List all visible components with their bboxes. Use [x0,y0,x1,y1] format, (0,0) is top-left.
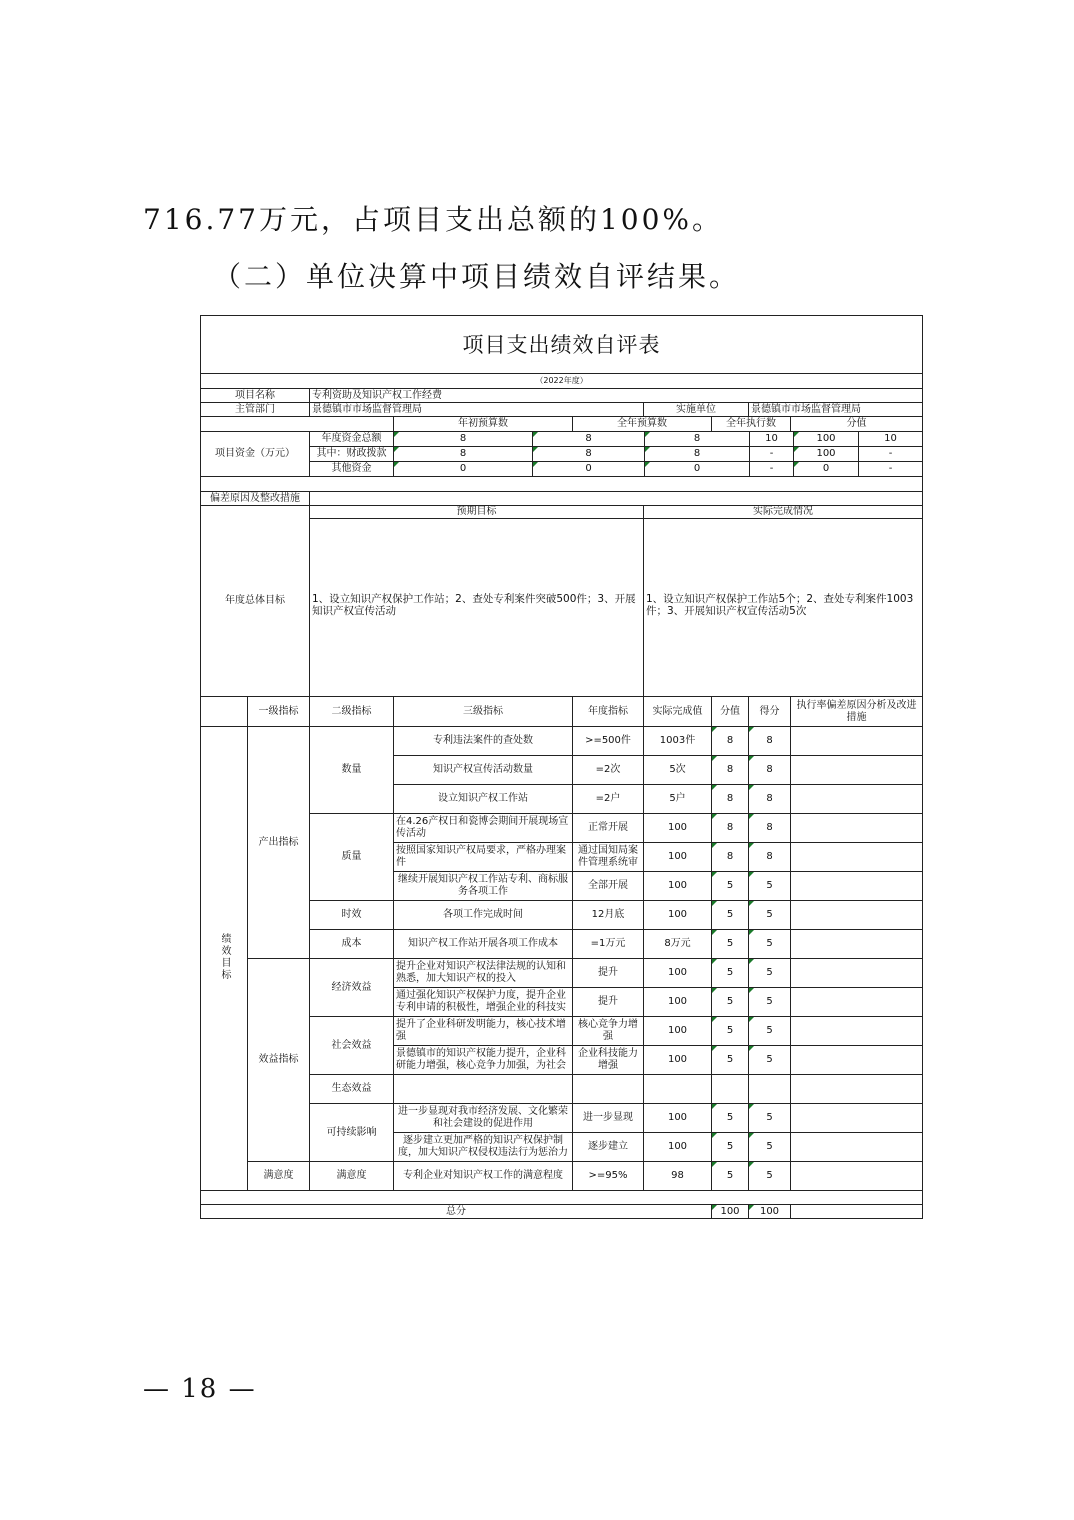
analysis-cell [791,1046,923,1075]
score-cell: 8 [749,843,791,872]
actual-cell: 5户 [644,785,712,814]
level3-cell: 专利企业对知识产权工作的满意程度 [394,1162,573,1191]
level3-cell: 通过强化知识产权保护力度，提升企业专利申请的积极性，增强企业的科技实 [394,988,573,1017]
page-number: — 18 — [143,1374,257,1404]
analysis-cell [791,727,923,756]
actual-cell: 100 [644,1133,712,1162]
target-cell: >=95% [573,1162,644,1191]
analysis-cell [791,814,923,843]
target-cell: 通过国知局案件管理系统审 [573,843,644,872]
analysis-cell [791,756,923,785]
indicator-header: 年度指标 [573,697,644,727]
score-cell: 8 [749,727,791,756]
actual-cell: 5次 [644,756,712,785]
impl-label: 实施单位 [644,403,749,417]
score-cell: 5 [749,930,791,959]
analysis-cell [791,872,923,901]
level3-cell: 提升了企业科研发明能力，核心技术增强 [394,1017,573,1046]
value-cell: 5 [712,930,749,959]
value-cell: 5 [712,1046,749,1075]
fund-cell: 100 [794,447,859,462]
indicator-header: 实际完成值 [644,697,712,727]
level3-cell: 逐步建立更加严格的知识产权保护制度，加大知识产权侵权违法行为惩治力 [394,1133,573,1162]
analysis-cell [791,1133,923,1162]
target-cell: =2户 [573,785,644,814]
value-cell: 8 [712,843,749,872]
fund-cell: - [859,447,923,462]
target-cell: >=500件 [573,727,644,756]
level3-cell: 进一步显现对我市经济发展、文化繁荣和社会建设的促进作用 [394,1104,573,1133]
level2-economic: 经济效益 [310,959,394,1017]
fund-cell: 0 [794,462,859,477]
score-cell: 5 [749,1162,791,1191]
fund-header: 分值 [791,417,923,432]
value-cell: 5 [712,959,749,988]
fund-header: 年初预算数 [394,417,573,432]
table-year: （2022年度） [201,374,923,389]
actual-goal-text: 1、设立知识产权保护工作站5个；2、查处专利案件1003件；3、开展知识产权宣传活动5次 [644,519,923,697]
level3-cell: 专利违法案件的查处数 [394,727,573,756]
perf-goal-label: 绩效目标 [201,727,248,1191]
fund-cell: 100 [794,432,859,447]
fund-cell: 10 [750,432,794,447]
target-cell: 企业科技能力增强 [573,1046,644,1075]
impl-name: 景德镇市市场监督管理局 [749,403,923,417]
value-cell: 5 [712,872,749,901]
value-cell: 5 [712,988,749,1017]
indicator-header: 一级指标 [248,697,310,727]
fund-cell: 0 [394,462,533,477]
indicator-header: 二级指标 [310,697,394,727]
actual-cell: 100 [644,1104,712,1133]
score-cell: 5 [749,1017,791,1046]
project-name-label: 项目名称 [201,389,310,403]
level3-cell: 景德镇市的知识产权能力提升，企业科研能力增强，核心竞争力加强，为社会 [394,1046,573,1075]
fund-cell: - [750,462,794,477]
fund-cell: - [859,462,923,477]
actual-cell: 100 [644,901,712,930]
table-title: 项目支出绩效自评表 [201,316,923,374]
level2-satisfaction: 满意度 [310,1162,394,1191]
level3-cell: 知识产权宣传活动数量 [394,756,573,785]
actual-cell: 8万元 [644,930,712,959]
expected-goal-text: 1、设立知识产权保护工作站；2、查处专利案件突破500件；3、开展知识产权宣传活动 [310,519,644,697]
actual-cell: 1003件 [644,727,712,756]
analysis-cell [791,988,923,1017]
level3-cell: 继续开展知识产权工作站专利、商标服务各项工作 [394,872,573,901]
analysis-cell [791,959,923,988]
project-name: 专利资助及知识产权工作经费 [310,389,923,403]
fund-cell: 8 [533,432,645,447]
indicator-header: 分值 [712,697,749,727]
target-cell: 提升 [573,959,644,988]
actual-cell: 100 [644,843,712,872]
target-cell: 逐步建立 [573,1133,644,1162]
fund-cell: - [750,447,794,462]
value-cell: 8 [712,785,749,814]
value-cell: 8 [712,814,749,843]
actual-cell: 100 [644,959,712,988]
actual-cell: 100 [644,1017,712,1046]
score-cell: 5 [749,959,791,988]
target-cell: 进一步显现 [573,1104,644,1133]
level1-output: 产出指标 [248,727,310,959]
indicator-header: 三级指标 [394,697,573,727]
level3-cell: 知识产权工作站开展各项工作成本 [394,930,573,959]
paragraph-amount: 716.77万元，占项目支出总额的100%。 [143,203,724,236]
target-cell: 全部开展 [573,872,644,901]
analysis-cell [791,901,923,930]
fund-cell: 0 [533,462,645,477]
score-cell: 5 [749,872,791,901]
expected-goal-header: 预期目标 [310,506,644,519]
actual-cell: 100 [644,988,712,1017]
score-cell: 5 [749,901,791,930]
fund-label: 项目资金（万元） [201,432,310,477]
level2-cost: 成本 [310,930,394,959]
paragraph-section-heading: （二）单位决算中项目绩效自评结果。 [213,260,741,293]
level3-cell: 按照国家知识产权局要求，严格办理案件 [394,843,573,872]
analysis-cell [791,1017,923,1046]
level2-ecological: 生态效益 [310,1075,394,1104]
actual-cell: 100 [644,1046,712,1075]
fund-cell: 10 [859,432,923,447]
actual-goal-header: 实际完成情况 [644,506,923,519]
target-cell: 正常开展 [573,814,644,843]
level3-cell: 设立知识产权工作站 [394,785,573,814]
fund-header: 全年执行数 [712,417,791,432]
score-cell: 5 [749,1104,791,1133]
total-value: 100 [712,1205,749,1219]
level2-sustainable: 可持续影响 [310,1104,394,1162]
annual-goal-label: 年度总体目标 [201,506,310,697]
target-cell: =2次 [573,756,644,785]
score-cell: 5 [749,988,791,1017]
fund-cell: 8 [533,447,645,462]
performance-evaluation-table [200,315,922,1219]
score-cell: 8 [749,785,791,814]
level2-quantity: 数量 [310,727,394,814]
analysis-cell [791,1162,923,1191]
indicator-header: 执行率偏差原因分析及改进措施 [791,697,923,727]
fund-cell: 8 [394,432,533,447]
total-label: 总分 [201,1205,712,1219]
actual-cell: 100 [644,872,712,901]
fund-cell: 0 [645,462,750,477]
target-cell: 提升 [573,988,644,1017]
total-score: 100 [749,1205,791,1219]
actual-cell: 98 [644,1162,712,1191]
fund-row-label: 其中：财政拨款 [310,447,394,462]
level2-social: 社会效益 [310,1017,394,1075]
analysis-cell [791,785,923,814]
analysis-cell [791,930,923,959]
level3-cell: 在4.26产权日和瓷博会期间开展现场宣传活动 [394,814,573,843]
score-cell: 5 [749,1046,791,1075]
analysis-cell [791,843,923,872]
value-cell: 5 [712,1017,749,1046]
level2-timeliness: 时效 [310,901,394,930]
target-cell: 核心竞争力增强 [573,1017,644,1046]
fund-header: 全年预算数 [573,417,712,432]
dept-label: 主管部门 [201,403,310,417]
level3-cell: 提升企业对知识产权法律法规的认知和熟悉，加大知识产权的投入 [394,959,573,988]
target-cell: 12月底 [573,901,644,930]
score-cell: 8 [749,756,791,785]
value-cell: 5 [712,901,749,930]
value-cell: 5 [712,1104,749,1133]
analysis-cell [791,1104,923,1133]
actual-cell: 100 [644,814,712,843]
fund-cell: 8 [645,432,750,447]
value-cell: 5 [712,1133,749,1162]
fund-row-label: 年度资金总额 [310,432,394,447]
value-cell: 5 [712,1162,749,1191]
level2-quality: 质量 [310,814,394,901]
value-cell: 8 [712,756,749,785]
level3-cell: 各项工作完成时间 [394,901,573,930]
value-cell: 8 [712,727,749,756]
level1-benefit: 效益指标 [248,959,310,1162]
score-cell: 8 [749,814,791,843]
dept-name: 景德镇市市场监督管理局 [310,403,644,417]
target-cell: =1万元 [573,930,644,959]
score-cell: 5 [749,1133,791,1162]
fund-row-label: 其他资金 [310,462,394,477]
level1-satisfaction: 满意度 [248,1162,310,1191]
deviation-label: 偏差原因及整改措施 [201,492,310,506]
indicator-header: 得分 [749,697,791,727]
fund-cell: 8 [645,447,750,462]
fund-cell: 8 [394,447,533,462]
